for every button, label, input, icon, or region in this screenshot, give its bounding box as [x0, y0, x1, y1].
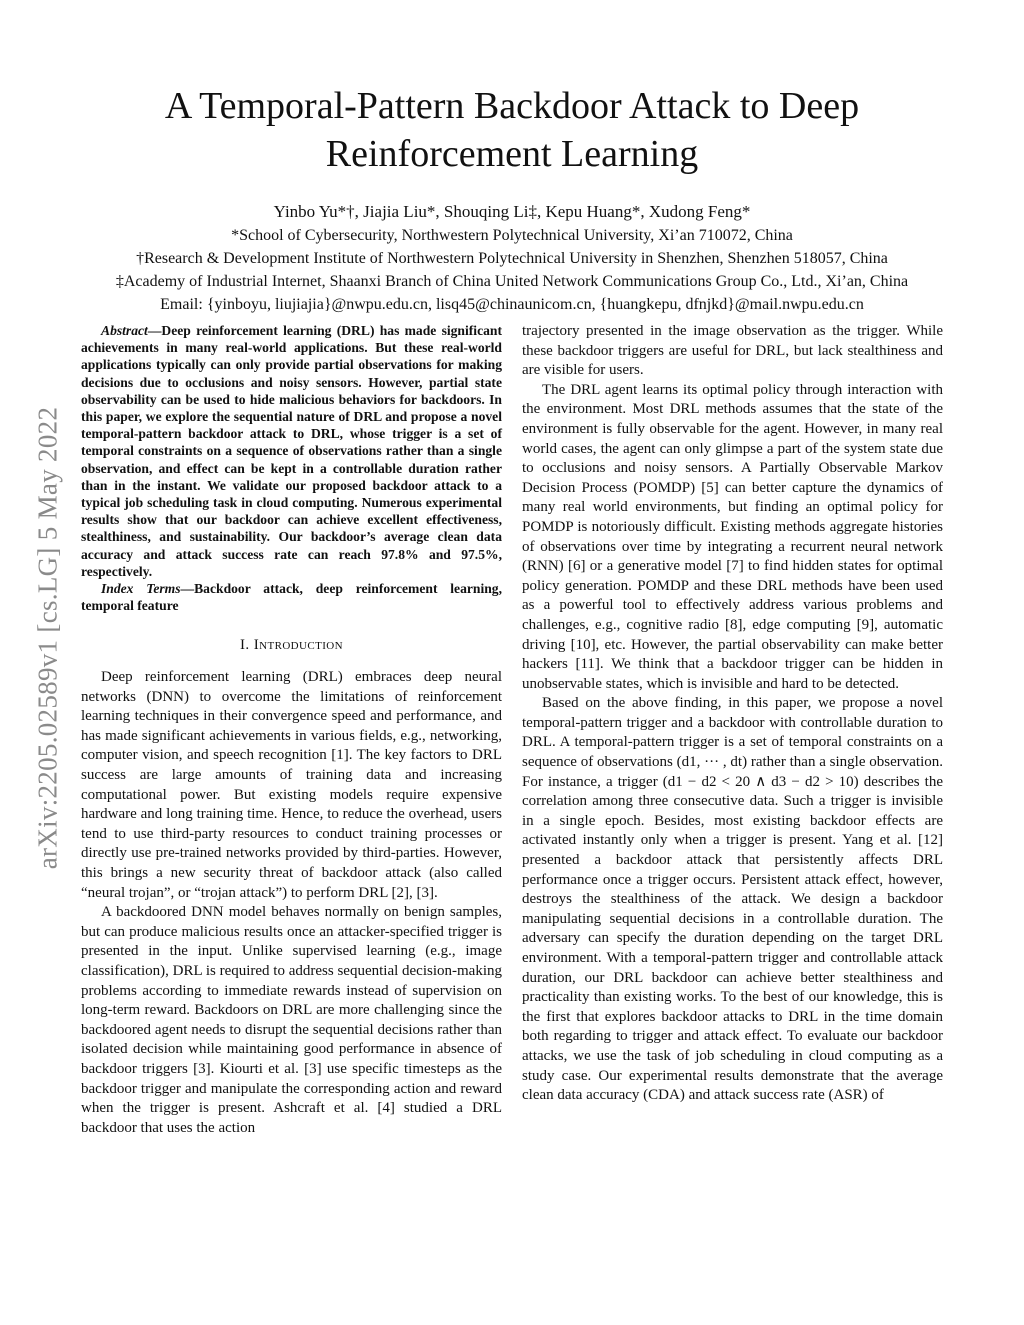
section-heading-introduction: [81, 636, 502, 656]
affiliation-1: *School of Cybersecurity, Northwestern Polytechnical University, Xi’an 710072, China: [231, 227, 793, 244]
right-column: [522, 322, 943, 1106]
section-title: Introduction: [253, 637, 343, 654]
title-line-1: A Temporal-Pattern Backdoor Attack to Deep: [164, 85, 860, 127]
affiliation-2: †Research & Development Institute of Northwestern Polytechnical University in Shenzhen, Shenzhen 518057, China: [136, 250, 888, 267]
author-block: [0, 200, 1024, 316]
author-names: Yinbo Yu*†, Jiajia Liu*, Shouqing Li‡, Kepu Huang*, Xudong Feng*: [273, 202, 751, 221]
abstract: [81, 322, 502, 580]
paper-title: [0, 82, 1024, 178]
arxiv-identifier: arXiv:2205.02589v1 [cs.LG] 5 May 2022: [32, 406, 63, 870]
title-line-2: Reinforcement Learning: [325, 133, 699, 175]
abstract-text: —Deep reinforcement learning (DRL) has made significant achievements in many real-world applications. But these real-world applications typically can only provide partial observations for making decisions due to occlusions and noisy sensors. However, partial state observability can be used to hide malicious behaviors for backdoors. In this paper, we explore the sequential nature of DRL and propose a novel temporal-pattern backdoor attack to DRL, whose trigger is a set of temporal constraints on a sequence of observations rather than a single observation, and effect can be kept in a controllable duration rather than in the instant. We validate our proposed backdoor attack to a typical job scheduling task in cloud computing. Numerous experimental results show that our backdoor can achieve excellent effectiveness, stealthiness, and sustainability. Our backdoor’s average clean data accuracy and attack success rate can reach 97.8% and 97.5%, respectively.: [81, 323, 502, 579]
author-emails: Email: {yinboyu, liujiajia}@nwpu.edu.cn, lisq45@chinaunicom.cn, {huangkepu, dfnjkd}@mail.nwpu.edu.cn: [160, 296, 864, 313]
section-number: I.: [240, 637, 250, 654]
intro-paragraph-1: Deep reinforcement learning (DRL) embraces deep neural networks (DNN) to overcome the limitations of reinforcement learning techniques in their convergence speed and performance, and has made significant achievements in various fields, e.g., networking, computer vision, and speech recognition [1]. The key factors to DRL success are large amounts of training data and increasing computational power. But existing models require expensive hardware and long training time. Hence, to reduce the overhead, users tend to use third-party resources to conduct training processes or directly use pre-trained networks provided by third-parties. However, this brings a new security threat of backdoor attack (also called “neural trojan”, or “trojan attack”) to perform DRL [2], [3].: [81, 669, 502, 901]
intro-paragraph-2: A backdoored DNN model behaves normally on benign samples, but can produce malicious results once an attacker-specified trigger is presented in the input. Unlike supervised learning (e.g., image classification), DRL is required to address sequential decision-making problems according to immediate rewards instead of supervision on long-term reward. Backdoors on DRL are more challenging since the backdoored agent needs to disrupt the sequential decisions rather than isolated decision while maintaining good performance in absence of backdoor triggers [3]. Kiourti et al. [3] use specific timesteps as the backdoor trigger and manipulate the corresponding action and reward when the trigger is present. Ashcraft et al. [4] studied a DRL backdoor that uses the action: [81, 904, 502, 1136]
index-terms-text: —Backdoor attack, deep reinforcement learning, temporal feature: [81, 581, 502, 614]
intro-paragraph-2-continued: trajectory presented in the image observation as the trigger. While these backdoor triggers are useful for DRL, but lack stealthiness and are visible for users.: [522, 323, 943, 379]
left-column: [81, 322, 502, 1138]
index-terms-label: Index Terms: [101, 581, 181, 597]
intro-paragraph-3: The DRL agent learns its optimal policy through interaction with the environment. Most DRL methods assumes that the state of the environment is fully observable for the agent. However, in many real world cases, the agent can only glimpse a part of the system state due to occlusions and noisy sensors. A Partially Observable Markov Decision Process (POMDP) [5] can better capture the dynamics of many real world environments, but finding an optimal policy for POMDP is notoriously difficult. Existing methods aggregate histories of observations over time by integrating a recurrent neural network (RNN) [6] or a generative model [7] to find hidden states for optimal policy generation. POMDP and these DRL methods have been used as a powerful tool to effectively address various problems and challenges, e.g., cognitive radio [8], edge computing [9], automatic driving [10], etc. However, the partial observability can make better hackers [11]. We think that a backdoor trigger can be hidden in unobservable states, which is invisible and hard to be detected.: [522, 381, 943, 692]
abstract-label: Abstract: [101, 323, 148, 338]
index-terms: [81, 580, 502, 614]
affiliation-3: ‡Academy of Industrial Internet, Shaanxi Branch of China United Network Communications Group Co., Ltd., Xi’an, China: [115, 273, 909, 290]
intro-paragraph-4: Based on the above finding, in this paper, we propose a novel temporal-pattern trigger and a backdoor with controllable duration to DRL. A temporal-pattern trigger is a set of temporal constraints on a sequence of observations (d1, ··· , dt) rather than a single observation. For instance, a trigger (d1 − d2 < 20 ∧ d3 − d2 > 10) describes the correlation among three consecutive data. Such a trigger is invisible in a single epoch. Besides, most existing backdoor effects are activated instantly only when a trigger is present. Yang et al. [12] presented a backdoor attack that persistently affects DRL performance once a trigger occurs. Persistent attack effect, however, destroys the stealthiness of the attack. We design a backdoor manipulating sequential decisions in a controllable duration. The adversary can specify the duration depending on the target DRL environment. With a temporal-pattern trigger and controllable attack duration, our DRL backdoor can achieve better stealthiness and practicality than existing works. To the best of our knowledge, this is the first that explores backdoor attacks to DRL in the time domain both regarding to trigger and attack effect. To evaluate our backdoor attacks, we use the task of job scheduling in cloud computing as a study case. Our experimental results demonstrate that the average clean data accuracy (CDA) and attack success rate (ASR) of: [522, 695, 943, 1104]
